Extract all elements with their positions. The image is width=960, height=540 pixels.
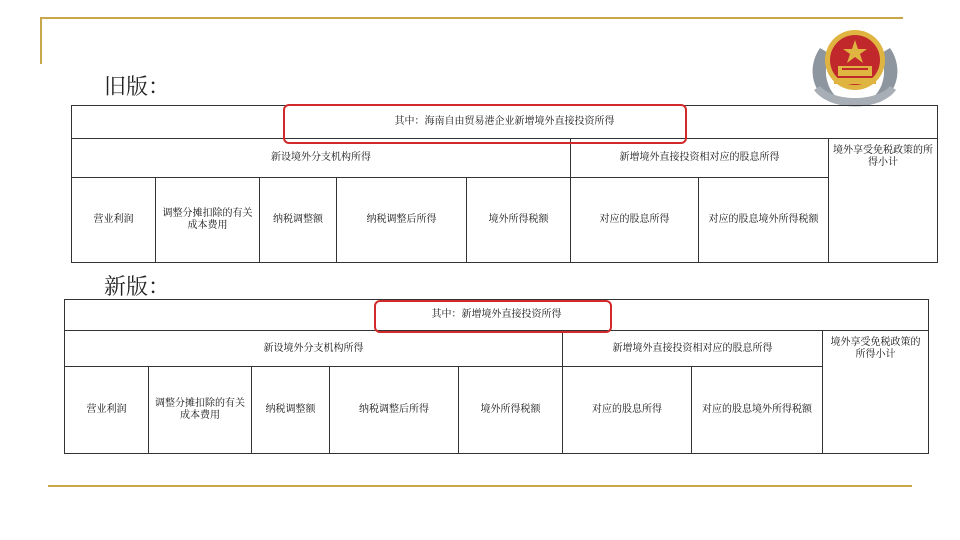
- old-title-highlight: [283, 104, 687, 144]
- old-col-adjusted-income: 纳税调整后所得: [337, 178, 467, 263]
- new-col-operating-profit: 营业利润: [65, 367, 149, 454]
- old-group-dividend-header: 新增境外直接投资相对应的股息所得: [571, 139, 829, 178]
- new-col-dividend-income: 对应的股息所得: [563, 367, 692, 454]
- old-col-allocated-cost: 调整分摊扣除的有关成本费用: [156, 178, 260, 263]
- old-col-operating-profit: 营业利润: [72, 178, 156, 263]
- old-col-dividend-foreign-tax: 对应的股息境外所得税额: [699, 178, 829, 263]
- national-emblem-icon: [800, 20, 910, 112]
- new-col-adjusted-income: 纳税调整后所得: [330, 367, 459, 454]
- old-form-title: 其中：海南自由贸易港企业新增境外直接投资所得: [72, 106, 938, 139]
- new-group-dividend-header: 新增境外直接投资相对应的股息所得: [563, 331, 823, 367]
- new-title-highlight: [374, 300, 612, 333]
- old-col-tax-adjustment: 纳税调整额: [260, 178, 337, 263]
- new-group-branch-header: 新设境外分支机构所得: [65, 331, 563, 367]
- old-subtotal-header: 境外享受免税政策的所得小计: [829, 139, 938, 263]
- new-form-title: 其中：新增境外直接投资所得: [65, 300, 929, 331]
- new-col-tax-adjustment: 纳税调整额: [252, 367, 330, 454]
- new-subtotal-header: 境外享受免税政策的所得小计: [823, 331, 929, 454]
- left-gold-rule: [40, 17, 42, 64]
- new-version-heading: 新版：: [104, 275, 171, 300]
- old-col-foreign-tax: 境外所得税额: [467, 178, 571, 263]
- new-col-dividend-foreign-tax: 对应的股息境外所得税额: [692, 367, 823, 454]
- new-col-allocated-cost: 调整分摊扣除的有关成本费用: [149, 367, 252, 454]
- bottom-gold-rule: [48, 485, 912, 487]
- old-version-heading: 旧版：: [104, 75, 171, 100]
- old-col-dividend-income: 对应的股息所得: [571, 178, 699, 263]
- new-col-foreign-tax: 境外所得税额: [459, 367, 563, 454]
- old-group-branch-header: 新设境外分支机构所得: [72, 139, 571, 178]
- top-gold-rule: [40, 17, 903, 19]
